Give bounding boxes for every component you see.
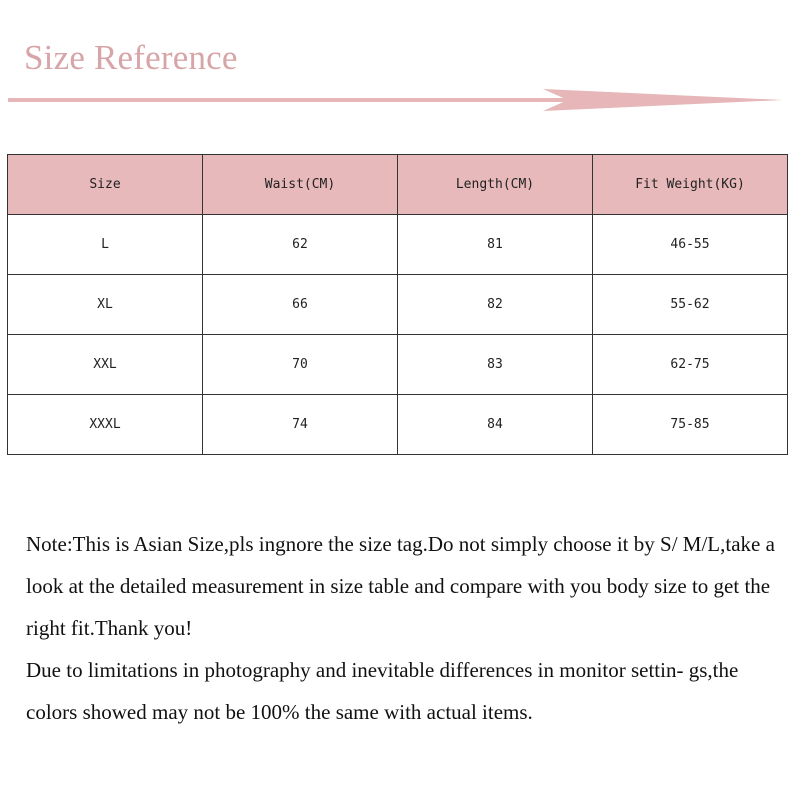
column-header-size: Size (8, 155, 203, 215)
cell-waist: 70 (203, 335, 398, 395)
table-row (8, 395, 788, 455)
cell-fit-weight: 55-62 (593, 275, 788, 335)
note-paragraph-colors: Due to limitations in photography and inevitable differences in monitor settin- gs,the colors showed may not be 100% the same with actual items. (26, 658, 739, 724)
note-paragraph-sizing: Note:This is Asian Size,pls ingnore the size tag.Do not simply choose it by S/ M/L,take a look at the detailed measurement in size table and compare with you body size to get the right fit.Thank you! (26, 532, 775, 640)
cell-size: XXXL (8, 395, 203, 455)
cell-fit-weight: 46-55 (593, 215, 788, 275)
cell-length: 83 (398, 335, 593, 395)
page-title: Size Reference (24, 38, 238, 77)
column-header-waist: Waist(CM) (203, 155, 398, 215)
cell-size: XXL (8, 335, 203, 395)
cell-size: L (8, 215, 203, 275)
cell-size: XL (8, 275, 203, 335)
size-table (7, 154, 788, 455)
cell-waist: 66 (203, 275, 398, 335)
cell-waist: 62 (203, 215, 398, 275)
column-header-fit-weight: Fit Weight(KG) (593, 155, 788, 215)
cell-length: 81 (398, 215, 593, 275)
cell-fit-weight: 62-75 (593, 335, 788, 395)
table-row (8, 215, 788, 275)
cell-waist: 74 (203, 395, 398, 455)
column-header-length: Length(CM) (398, 155, 593, 215)
table-row (8, 335, 788, 395)
cell-length: 82 (398, 275, 593, 335)
cell-length: 84 (398, 395, 593, 455)
table-header-row (8, 155, 788, 215)
table-row (8, 275, 788, 335)
note-text (26, 523, 784, 733)
decorative-arrow-icon (8, 86, 788, 114)
cell-fit-weight: 75-85 (593, 395, 788, 455)
